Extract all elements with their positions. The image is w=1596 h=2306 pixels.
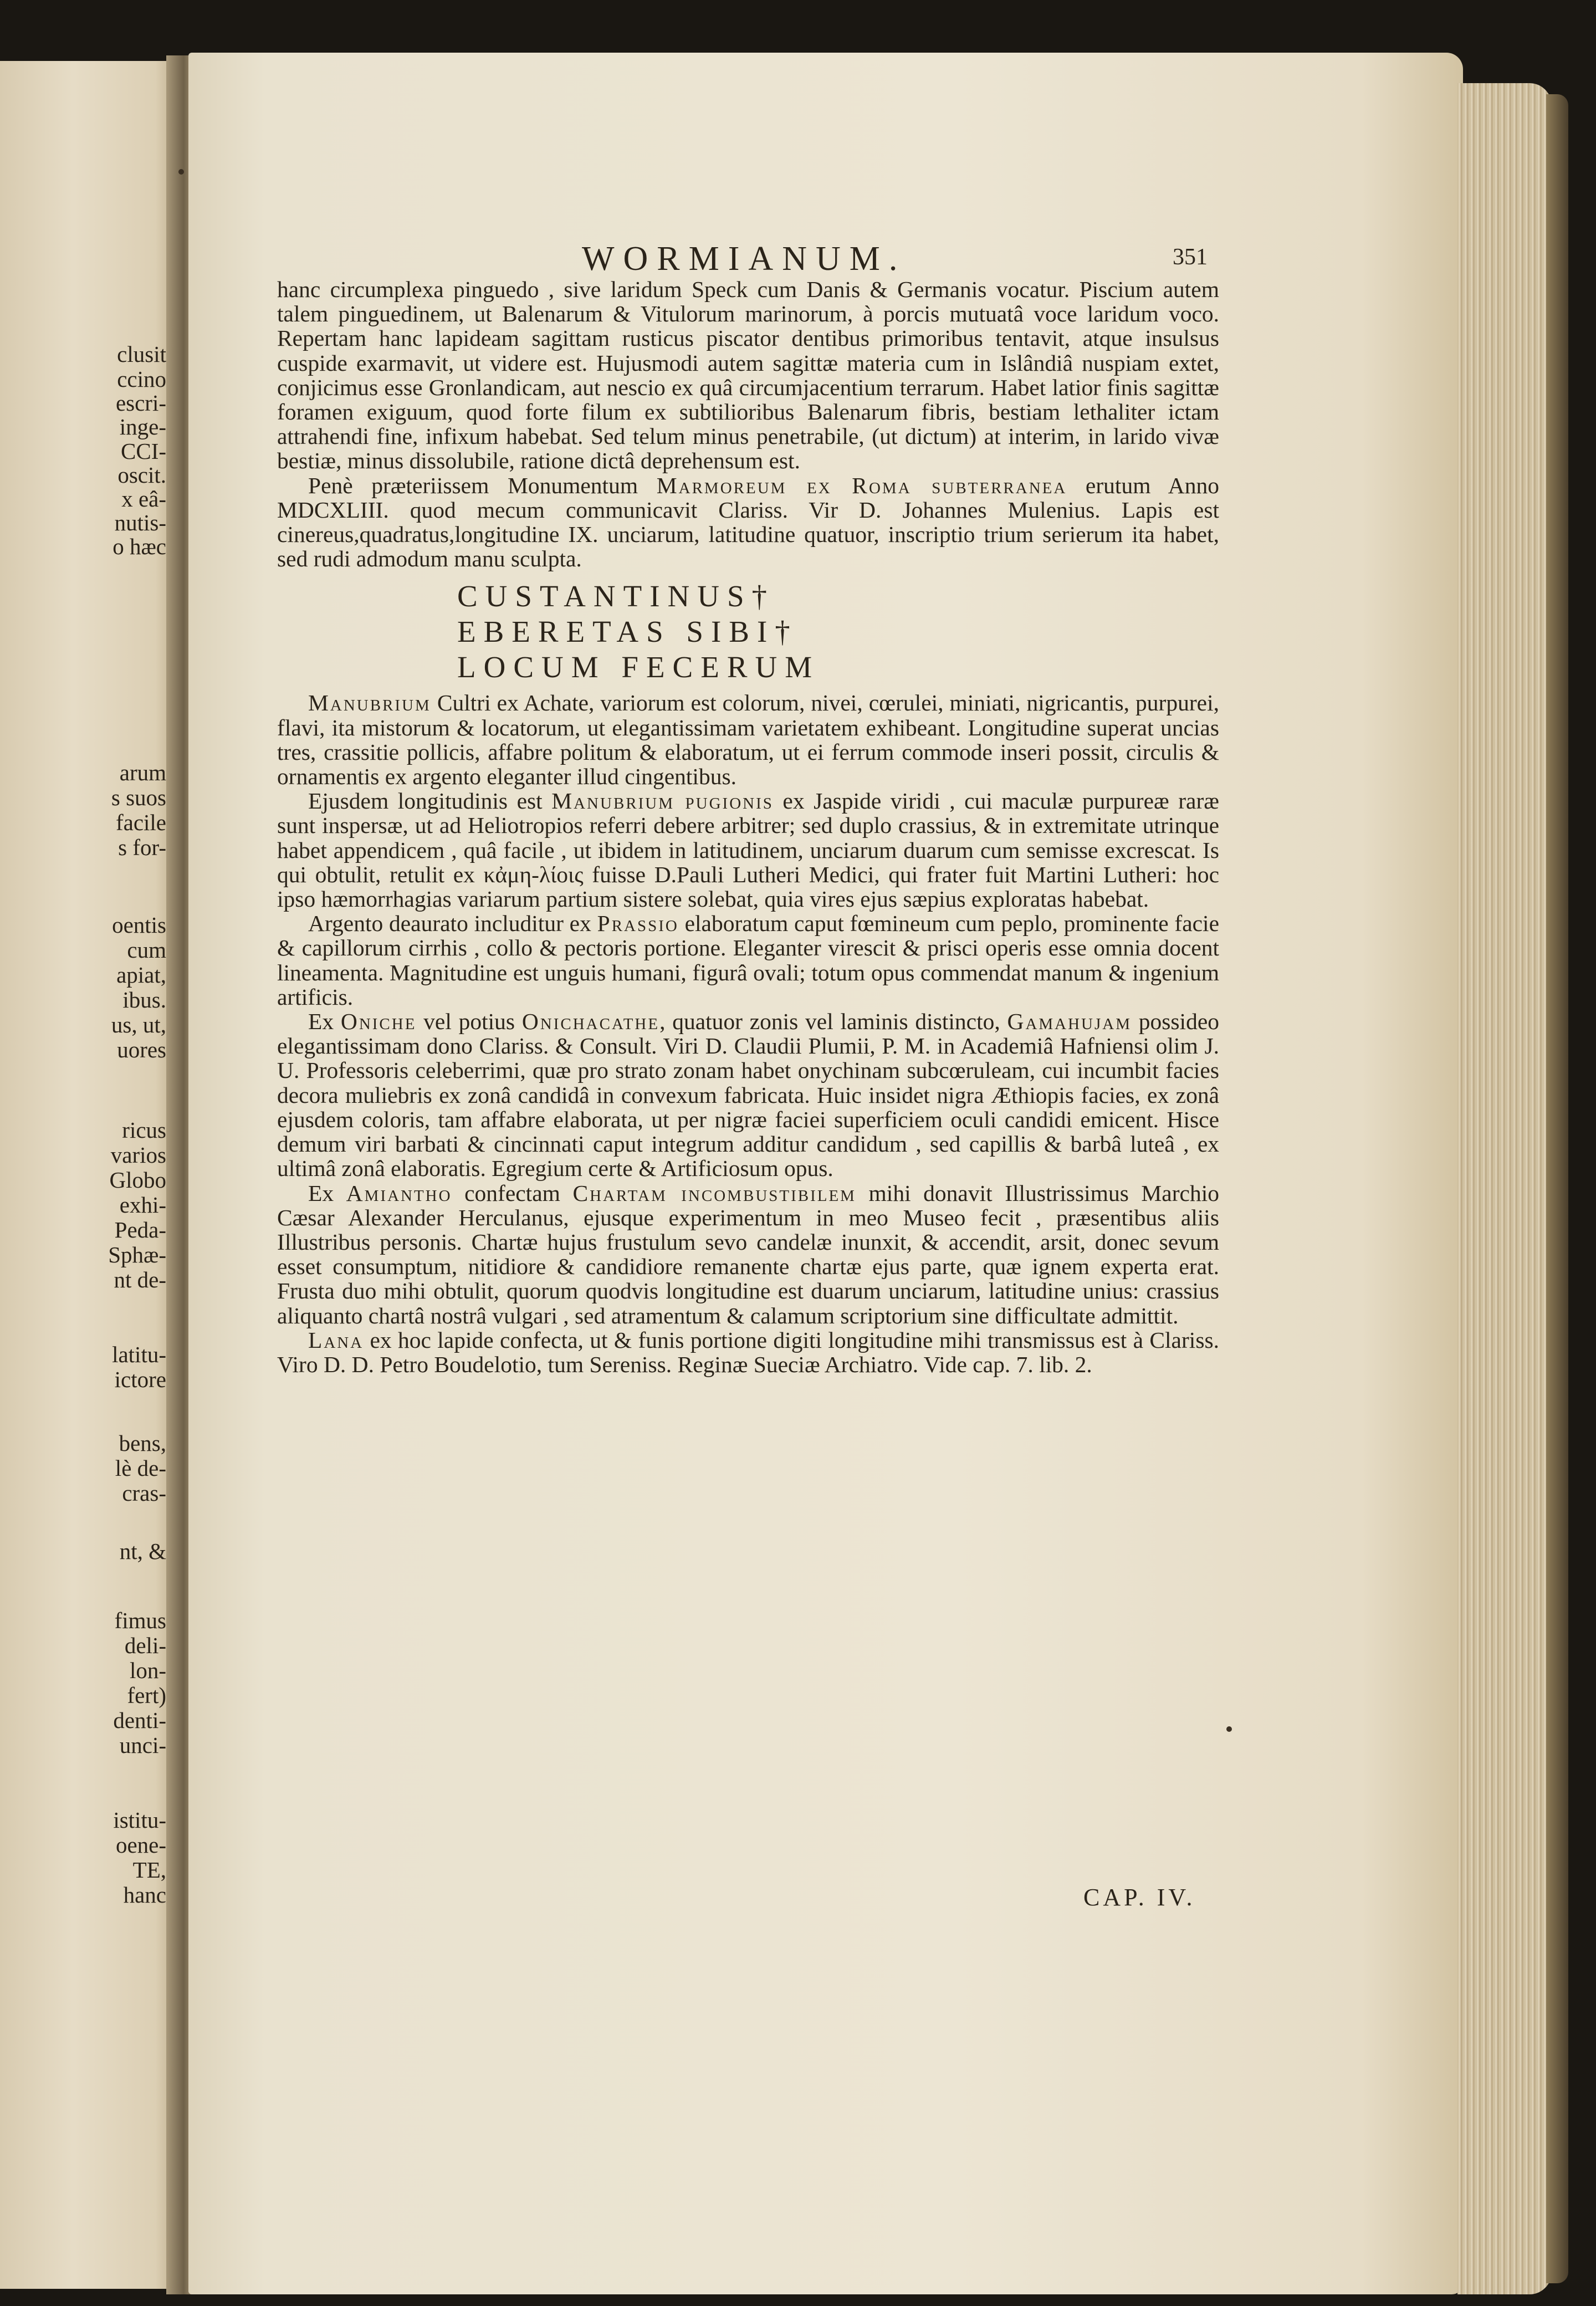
paragraph-prassio (277, 911, 1219, 1009)
inscription-line: LOCUM FECERUM (457, 650, 820, 684)
left-page-fragment: lon- (129, 1658, 166, 1683)
margin-mark (1226, 1726, 1232, 1732)
left-page-fragment: s suos (111, 785, 166, 810)
inscription (457, 579, 1219, 685)
left-page-fragment: deli- (124, 1633, 166, 1658)
left-page-fragment: inge- (119, 414, 166, 439)
left-page-fragment: nt de- (114, 1267, 166, 1292)
left-page-fragment: Peda- (114, 1217, 166, 1243)
left-page-fragment: TE, (132, 1857, 166, 1883)
text: ex hoc lapide confecta, ut & funis portione digiti longitudine mihi transmissus est à Clariss. Viro D. D. Petro Boudelotio, tum Sereniss. Reginæ Sueciæ Archiatro. Vide cap. 7. lib. 2. (277, 1327, 1219, 1377)
left-page-fragment: nutis- (114, 510, 166, 535)
left-page-fragment: x eâ- (121, 486, 166, 512)
text: possideo elegantissimam dono Clariss. & Consult. Viri D. Claudii Plumii, P. M. in Academiâ Hafniensi olim J. U. Professoris celeberrimi, quæ pro strato zonam habet onychinam subcœruleam, cui incumbit facies decora muliebris ex zonâ candidâ in convexum fabricata. Huic insidet nigra Æthiopis facies, ex zonâ ejusdem coloris, tam affabre elaborata, ut per nigræ faciei superficiem oculi candidi emicent. Hisce demum viri barbati & cincinnati caput integrum additur candidum , sed capillis & barbâ luteâ , ex ultimâ zonâ elaboratis. Egregium certe & Artificiosum opus. (277, 1009, 1220, 1182)
page-number: 351 (1173, 244, 1208, 270)
small-caps: Lana (308, 1327, 364, 1353)
small-caps: Amiantho (346, 1180, 452, 1206)
left-page-fragment: fimus (114, 1608, 166, 1633)
left-page-fragment: istitu- (113, 1807, 166, 1833)
paragraph-amiantho (277, 1181, 1219, 1328)
left-page-fragment: uores (117, 1037, 166, 1062)
left-page-fragment: Globo (109, 1167, 166, 1193)
text: ex Jaspide viridi , cui maculæ purpureæ raræ sunt inspersæ, ut ad Heliotropios referri debere arbitrer; sed duplo crassius, & in extremitate utrinque habet appendicem , quâ facile , ut ibidem in latitudinem, unciarum duarum cum semisse excrescat. Is qui obtulit, retulit ex κἀμη-λίοις fuisse D.Pauli Lutheri Medici, qui frater fuit Martini Lutheri: hoc ipso hæmorrhagias variarum partium sistere solebat, quia vires ejus sæpius exploratas habebat. (277, 788, 1219, 912)
left-page-fragment: cras- (122, 1480, 166, 1506)
paragraph-oniche (277, 1009, 1219, 1180)
small-caps: Onichacathe (521, 1009, 660, 1035)
small-caps: Manubrium pugionis (551, 788, 774, 814)
left-page-fragment: ricus (122, 1117, 166, 1143)
text: Ex (308, 1009, 334, 1035)
left-page-fragment: denti- (113, 1707, 166, 1733)
paragraph-manubrium (277, 691, 1219, 789)
left-page-fragment: oscit. (117, 462, 166, 488)
paragraph-arrow: hanc circumplexa pinguedo , sive laridum Speck cum Danis & Germanis vocatur. Piscium autem talem pinguedinem, ut Balenarum & Vitulorum marinorum, à porcis mutuatâ voce laridum voco. Repertam hanc lapideam sagittam rusticus piscator dentibus primoribus tentavit, atque insulsus cuspide exarmavit, ut videre est. Hujusmodi autem sagittæ materia cum in Islândiâ nuspiam extet, conjicimus esse Gronlandicam, aut nescio ex quâ circumjacentium terrarum. Habet latior finis sagittæ foramen exiguum, quod forte filum ex subtilioribus Balenarum fibris, bestiam lethaliter ictam attrahendi fine, infixum habebat. Sed telum minus penetrabile, (ut dictum) at interim, in larido vivæ bestiæ, minus dissolubile, ratione dictâ deprehensum est. (277, 277, 1219, 474)
paragraph-monument (277, 473, 1219, 571)
left-page-fragment: varios (110, 1142, 166, 1168)
small-caps: Chartam incombustibilem (572, 1180, 856, 1206)
left-page-fragment: us, ut, (111, 1012, 166, 1037)
left-page-fragment: exhi- (119, 1192, 166, 1218)
text: erutum Anno MDCXLIII. quod mecum communicavit Clariss. Vir D. Johannes Mulenius. Lapis est cinereus,quadratus,longitudine IX. unciarum, latitudine quatuor, inscriptio trium serierum ita habet, sed rudi admodum manu sculpta. (277, 472, 1220, 572)
book-cover-edge (1546, 94, 1568, 2283)
left-page-fragment: unci- (119, 1732, 166, 1758)
left-page-fragment: facile (115, 810, 166, 835)
text: Cultri ex Achate, variorum est colorum, nivei, cœrulei, miniati, nigricantis, purpurei, flavi, ita mistorum & locatorum, ut elegantissimam varietatem exhibeant. Longitudine superat uncias tres, crassitie pollicis, affabre politum & elaboratum, ut ei ferrum commode inseri possit, circulis & ornamentis ex argento eleganter illud cingentibus. (277, 690, 1219, 790)
left-page-fragment: arum (119, 760, 166, 785)
main-text (277, 238, 1219, 1377)
margin-mark (178, 169, 184, 175)
inscription-line: EBERETAS SIBI† (457, 615, 798, 649)
text: , quatuor zonis vel laminis distincto, (659, 1009, 1007, 1035)
text: vel potius (416, 1009, 522, 1035)
left-facing-page (0, 61, 183, 2289)
left-page-fragment: clusit (117, 341, 166, 367)
left-page-fragment: cum (127, 937, 166, 963)
left-page-fragment: fert) (127, 1683, 166, 1708)
left-page-fragment: Sphæ- (108, 1242, 166, 1267)
text: elaboratum caput fœmineum cum peplo, prominente facie & capillorum cirrhis , collo & pectoris portione. Eleganter virescit & prisci operis esse omnia docent lineamenta. Magnitudine est unguis humani, figurâ ovali; totum opus commendat manum & ingenium artificis. (277, 911, 1219, 1010)
left-page-fragment: apiat, (116, 962, 166, 988)
left-page-fragment: lè de- (115, 1455, 166, 1481)
catchword: CAP. IV. (1083, 1884, 1196, 1911)
left-page-fragment: ictore (114, 1367, 166, 1392)
left-page-fragment: s for- (118, 835, 166, 860)
small-caps: Oniche (340, 1009, 417, 1035)
text: Ex (308, 1180, 334, 1206)
left-page-fragment: escri- (115, 390, 166, 416)
small-caps: Prassio (597, 911, 679, 937)
left-page-fragment: latitu- (112, 1342, 166, 1367)
paragraph-pugio (277, 789, 1219, 911)
left-page-fragment: ccino (117, 366, 166, 392)
text: Argento deaurato includitur ex (308, 911, 591, 937)
left-page-fragment: hanc (123, 1882, 166, 1908)
left-page-fragment: CCI- (121, 438, 166, 464)
running-title: WORMIANUM. (582, 240, 907, 278)
page-edges (1457, 83, 1552, 2294)
text: mihi donavit Illustrissimus Marchio Cæsar Alexander Herculanus, ejusque experimentum in meo Museo fecit , præsentibus aliis Illustribus personis. Chartæ hujus frustulum sevo candelæ inunxit, & accendit, arsit, donec sevum esset consumptum, nitidiore & candidiore remanente chartæ ejus parte, quæ ignem experta erat. Frusta duo mihi obtulit, quorum quodvis longitudine est duarum unciarum, latitudine unius: crassius aliquanto chartâ nostrâ vulgari , sed atramentum & calamum scriptorium sine difficultate admittit. (277, 1180, 1219, 1328)
text: confectam (452, 1180, 573, 1206)
small-caps: Marmoreum ex Roma subterranea (656, 472, 1067, 498)
left-page-fragment: o hæc (112, 534, 166, 559)
left-page-fragment: nt, & (119, 1538, 166, 1564)
text: Penè præteriissem Monumentum (308, 472, 638, 498)
left-page-fragment: ibus. (122, 987, 166, 1013)
small-caps: Manubrium (308, 690, 431, 716)
inscription-line: CUSTANTINUS† (457, 579, 775, 613)
text: Ejusdem longitudinis est (308, 788, 543, 814)
left-page-fragment: oentis (112, 912, 166, 938)
small-caps: Gamahujam (1007, 1009, 1132, 1035)
paragraph-lana (277, 1328, 1219, 1377)
left-page-fragment: oene- (115, 1832, 166, 1858)
left-page-fragment: bens, (119, 1430, 166, 1456)
